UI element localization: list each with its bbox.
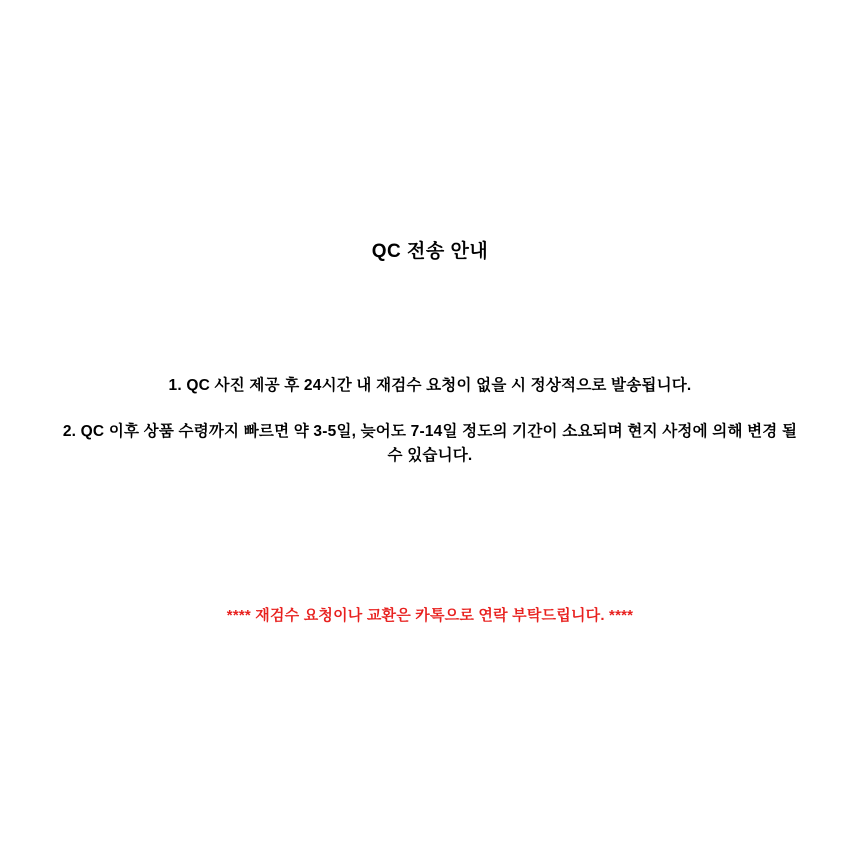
list-item-marker: 2. <box>62 423 77 441</box>
page-title: QC 전송 안내 <box>371 241 489 262</box>
notice-list <box>60 374 800 490</box>
list-item-text: QC 이후 상품 수령까지 빠르면 약 3-5일, 늦어도 7-14일 정도의 기간이 소요되며 현지 사정에 의해 변경 될 수 있습니다. <box>80 423 798 465</box>
list-item-text: QC 사진 제공 후 24시간 내 재검수 요청이 없을 시 정상적으로 발송됩니다. <box>186 377 692 394</box>
contact-note: **** 재검수 요청이나 교환은 카톡으로 연락 부탁드립니다. **** <box>226 607 634 624</box>
list-item-marker: 1. <box>168 377 182 394</box>
list-item <box>60 420 800 468</box>
list-item <box>60 374 800 398</box>
